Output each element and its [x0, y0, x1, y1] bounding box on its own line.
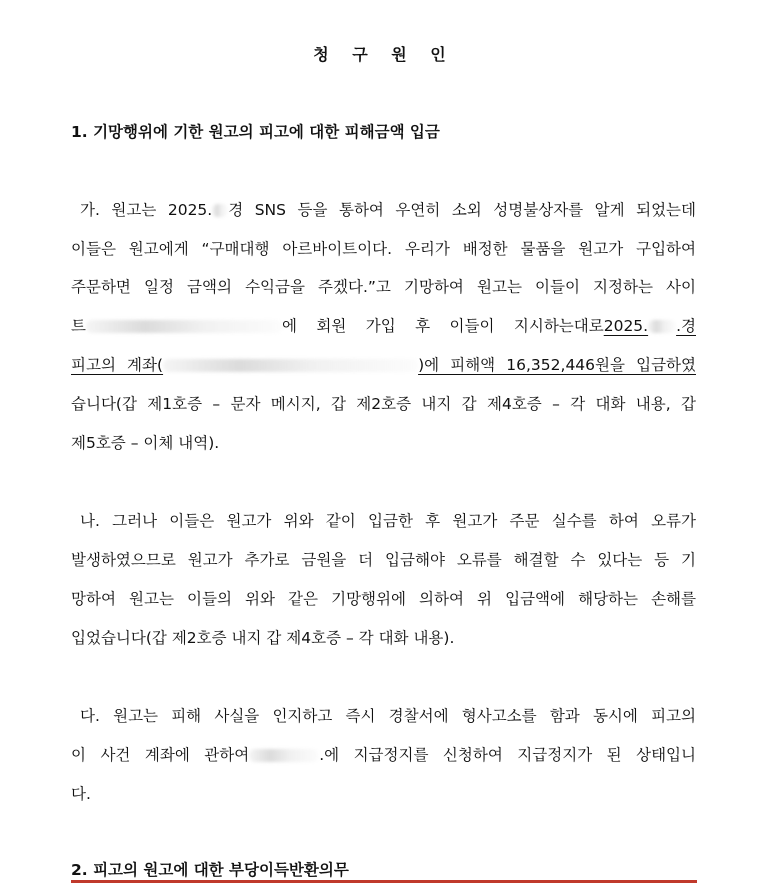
section-1-heading: 1. 기망행위에 기한 원고의 피고에 대한 피해금액 입금 [71, 123, 440, 141]
paragraph-na-line-2: 발생하였으므로 원고가 추가로 금원을 더 입금해야 오류를 해결할 수 있다는 등 기 [71, 551, 696, 569]
paragraph-ga-line-6: 습니다(갑 제1호증 – 문자 메시지, 갑 제2호증 내지 갑 제4호증 – 각 대화 내용, 갑 [71, 395, 696, 413]
red-underline [71, 880, 697, 883]
paragraph-da-line-2: 이 사건 계좌에 관하여 .에 지급정지를 신청하여 지급정지가 된 상태입니 [71, 746, 696, 764]
redacted-date [648, 320, 676, 333]
paragraph-ga-line-3: 주문하면 일정 금액의 수익금을 주겠다.”고 기망하여 원고는 이들이 지정하는 사이 [71, 278, 696, 296]
paragraph-ga-line-4 [71, 306, 696, 346]
redacted-bank-name [249, 749, 319, 762]
paragraph-ga-line-7: 제5호증 – 이체 내역). [71, 434, 220, 452]
paragraph-na-line-3: 망하여 원고는 이들의 위와 같은 기망행위에 의하여 위 입금액에 해당하는 손해를 [71, 590, 696, 608]
paragraph-da-line-1: 다. 원고는 피해 사실을 인지하고 즉시 경찰서에 형사고소를 함과 동시에 피고의 [80, 707, 696, 725]
paragraph-ga-text: 가. 원고는 2025. [80, 201, 213, 219]
paragraph-na-line-4: 입었습니다(갑 제2호증 내지 갑 제4호증 – 각 대화 내용). [71, 629, 455, 647]
redacted-date [212, 204, 228, 217]
paragraph-ga-date: 2025. .경 [603, 317, 696, 335]
paragraph-da-line-3: 다. [71, 785, 91, 803]
section-2-heading: 2. 피고의 원고에 대한 부당이득반환의무 [71, 861, 349, 879]
paragraph-ga-text: 트 [71, 317, 86, 335]
paragraph-na-line-1: 나. 그러나 이들은 원고가 위와 같이 입금한 후 원고가 주문 실수를 하여 오류가 [80, 512, 696, 530]
paragraph-ga-line-1 [71, 190, 696, 230]
paragraph-ga-text: 경 SNS 등을 통하여 우연히 소외 성명불상자를 알게 되었는데 [228, 201, 696, 219]
paragraph-ga-line-5 [71, 345, 696, 385]
document-title: 청 구 원 인 [313, 45, 455, 64]
redacted-account-number [163, 359, 418, 372]
redacted-site-url [86, 320, 282, 333]
paragraph-ga-line-2: 이들은 원고에게 “구매대행 아르바이트이다. 우리가 배정한 물품을 원고가 구입하여 [71, 240, 696, 258]
paragraph-ga-text: 에 회원 가입 후 이들이 지시하는대로 [281, 317, 604, 335]
paragraph-ga-account: 피고의 계좌( )에 피해액 16,352,446원을 입금하였 [71, 356, 696, 374]
